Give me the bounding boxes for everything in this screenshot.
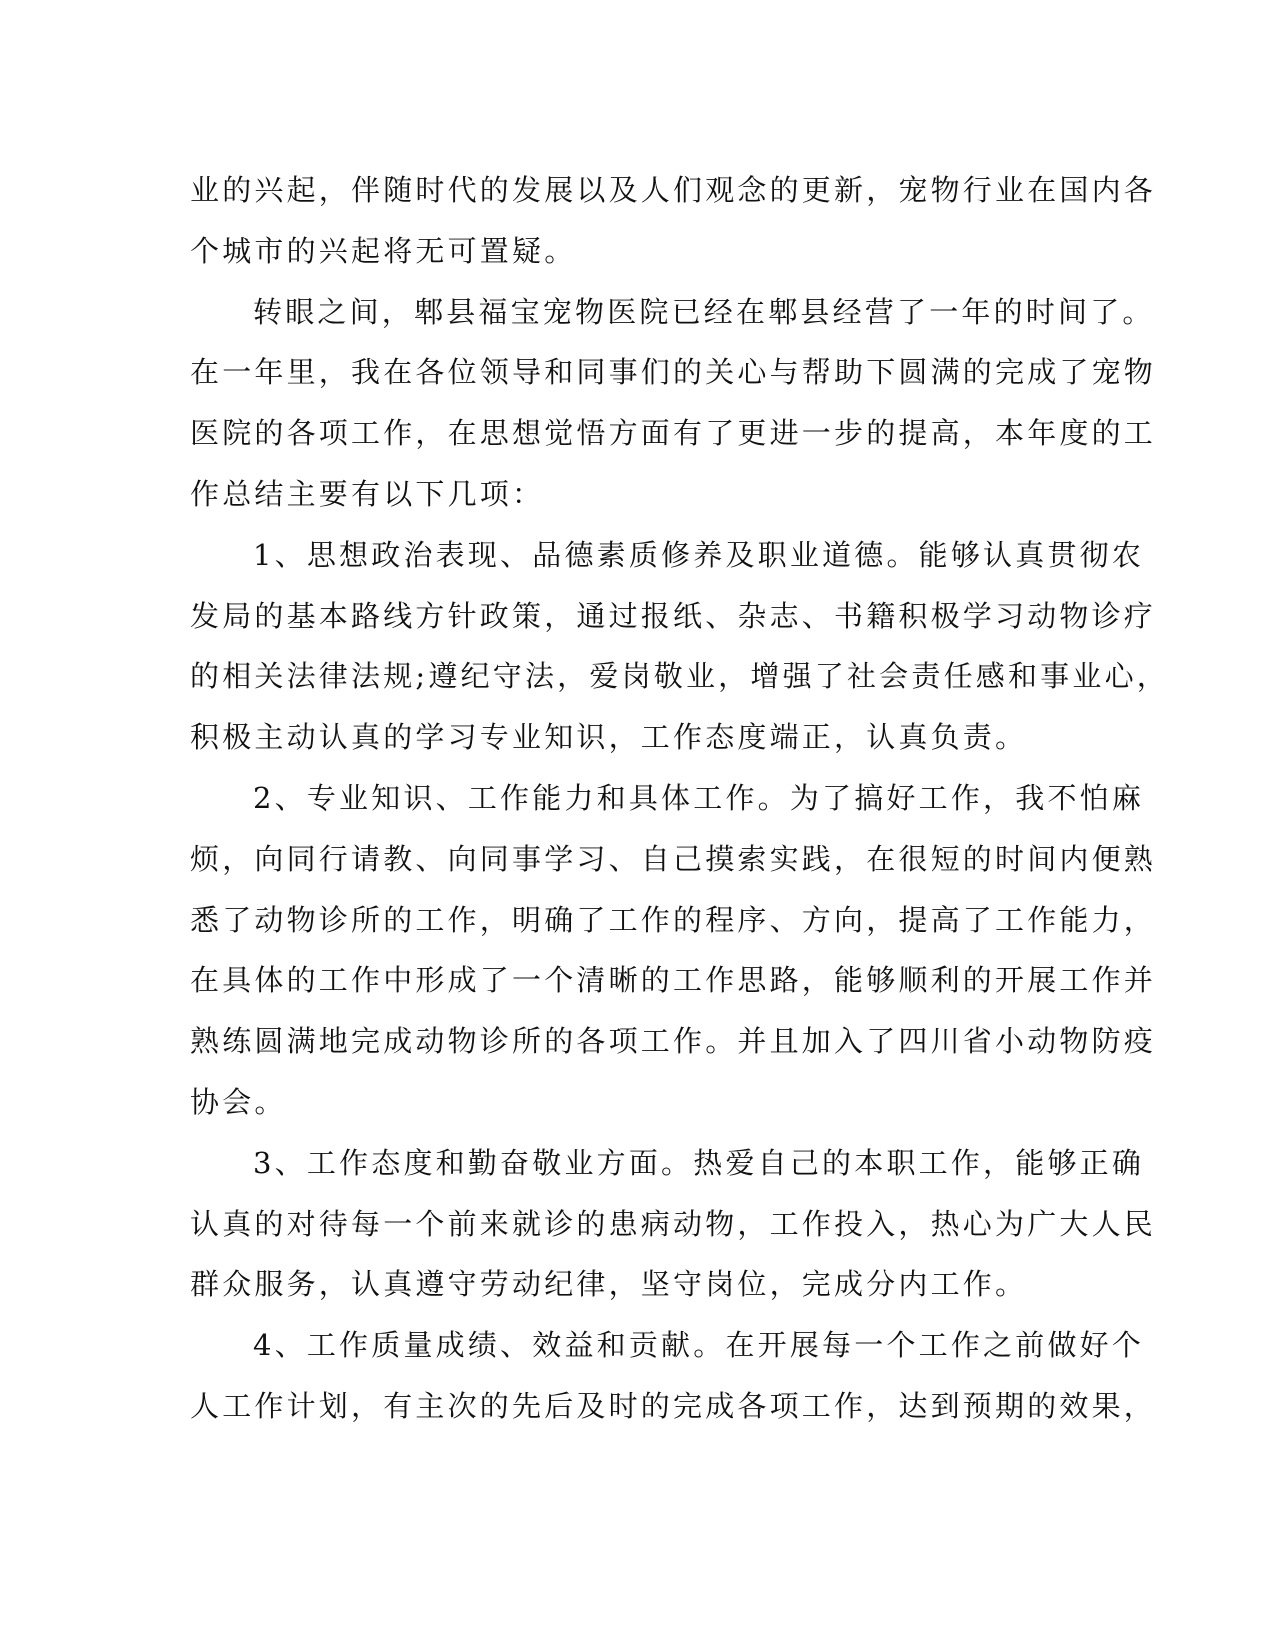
document-line: 认真的对待每一个前来就诊的患病动物，工作投入，热心为广大人民	[190, 1206, 1157, 1241]
document-line: 在具体的工作中形成了一个清晰的工作思路，能够顺利的开展工作并	[190, 963, 1157, 998]
document-line: 在一年里，我在各位领导和同事们的关心与帮助下圆满的完成了宠物	[190, 355, 1157, 390]
document-line: 悉了动物诊所的工作，明确了工作的程序、方向，提高了工作能力，	[190, 902, 1157, 937]
document-line: 群众服务，认真遵守劳动纪律，坚守岗位，完成分内工作。	[190, 1267, 1028, 1302]
document-line: 协会。	[190, 1084, 287, 1119]
document-line: 发局的基本路线方针政策，通过报纸、杂志、书籍积极学习动物诊疗	[190, 598, 1157, 633]
document-line: 烦，向同行请教、向同事学习、自己摸索实践，在很短的时间内便熟	[190, 841, 1157, 876]
document-line: 2、专业知识、工作能力和具体工作。为了搞好工作，我不怕麻	[253, 780, 1145, 815]
document-line: 4、工作质量成绩、效益和贡献。在开展每一个工作之前做好个	[253, 1328, 1145, 1363]
document-line: 熟练圆满地完成动物诊所的各项工作。并且加入了四川省小动物防疫	[190, 1024, 1157, 1059]
document-line: 个城市的兴起将无可置疑。	[190, 233, 577, 268]
document-line: 的相关法律法规;遵纪守法，爱岗敬业，增强了社会责任感和事业心，	[190, 659, 1169, 694]
document-line: 作总结主要有以下几项：	[190, 476, 545, 511]
document-line: 转眼之间，郫县福宝宠物医院已经在郫县经营了一年的时间了。	[253, 294, 1155, 329]
document-line: 积极主动认真的学习专业知识，工作态度端正，认真负责。	[190, 720, 1028, 755]
document-line: 医院的各项工作，在思想觉悟方面有了更进一步的提高，本年度的工	[190, 416, 1157, 451]
document-line: 1、思想政治表现、品德素质修养及职业道德。能够认真贯彻农	[253, 537, 1145, 572]
document-line: 业的兴起，伴随时代的发展以及人们观念的更新，宠物行业在国内各	[190, 173, 1157, 207]
document-body	[190, 160, 1169, 1437]
document-line: 人工作计划，有主次的先后及时的完成各项工作，达到预期的效果，	[190, 1388, 1157, 1423]
document-line: 3、工作态度和勤奋敬业方面。热爱自己的本职工作，能够正确	[253, 1145, 1145, 1180]
